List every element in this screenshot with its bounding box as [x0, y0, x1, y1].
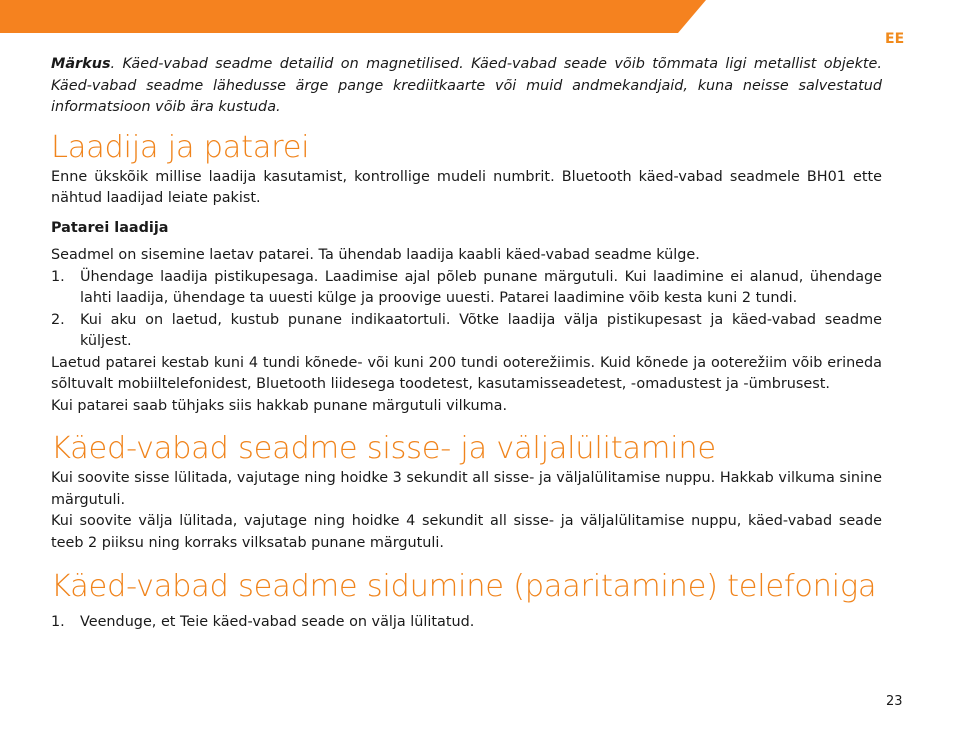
battery-life-text: Laetud patarei kestab kuni 4 tundi kõnede- või kuni 200 tundi ooterežiimis. Kuid kõnede ja ooterežiim võib erineda sõltuvalt mobiiltelefonidest, Bluetooth liidesega toodetest, kasutamisseadetest, -omadustest ja -ümbrusest.	[51, 354, 882, 392]
low-battery-text: Kui patarei saab tühjaks siis hakkab punane märgutuli vilkuma.	[51, 397, 508, 414]
step-text: Kui aku on laetud, kustub punane indikaatortuli. Võtke laadija välja pistikupesast ja käed-vabad seadme küljest.	[80, 311, 882, 349]
page-content	[51, 54, 882, 634]
subheading-battery-charger: Patarei laadija	[51, 219, 169, 236]
step-number: 1.	[51, 268, 65, 285]
step-text: Ühendage laadija pistikupesaga. Laadimise ajal põleb punane märgutuli. Kui laadimine ei alanud, ühendage lahti laadija, ühendage ta uuesti külge ja proovige uuesti. Patarei laadimine võib kesta kuni 2 tundi.	[80, 268, 882, 306]
language-code: EE	[885, 31, 905, 47]
charger-intro: Enne ükskõik millise laadija kasutamist, kontrollige mudeli numbrit. Bluetooth käed-vabad seadmele BH01 ette nähtud laadijad leiate pakist.	[51, 168, 882, 206]
pairing-steps	[51, 612, 882, 634]
header-accent-shape	[0, 0, 706, 33]
page-number: 23	[886, 694, 903, 709]
note-label: Märkus	[51, 56, 111, 72]
power-off-text: Kui soovite välja lülitada, vajutage ning hoidke 4 sekundit all sisse- ja väljalülitamise nuppu, käed-vabad seade teeb 2 piiksu ning korraks vilksatab punane märgutuli.	[51, 513, 882, 551]
heading-pairing: Käed-vabad seadme sidumine (paaritamine) telefoniga	[51, 569, 877, 604]
step-number: 2.	[51, 311, 65, 328]
magnet-note	[51, 54, 882, 119]
list-item	[51, 612, 882, 634]
heading-charger-battery: Laadija ja patarei	[51, 129, 310, 165]
step-text: Veenduge, et Teie käed-vabad seade on välja lülitatud.	[80, 614, 475, 630]
power-on-text: Kui soovite sisse lülitada, vajutage ning hoidke 3 sekundit all sisse- ja väljalülitamise nuppu. Hakkab vilkuma sinine märgutuli.	[51, 470, 882, 508]
charger-lead: Seadmel on sisemine laetav patarei. Ta ühendab laadija kaabli käed-vabad seadme külge.	[51, 247, 700, 263]
note-text: . Käed-vabad seadme detailid on magnetilised. Käed-vabad seade võib tõmmata ligi metallist objekte. Käed-vabad seadme lähedusse ärge pange krediitkaarte või muid andmekandjaid, kuna neisse salvestatud informatsioon võib ära kustuda.	[51, 56, 882, 115]
charging-steps	[51, 267, 882, 353]
list-item	[51, 310, 882, 353]
heading-power-on-off: Käed-vabad seadme sisse- ja väljalülitamine	[51, 431, 716, 466]
step-number: 1.	[51, 614, 65, 630]
header-accent-bar	[0, 0, 954, 33]
list-item	[51, 267, 882, 310]
